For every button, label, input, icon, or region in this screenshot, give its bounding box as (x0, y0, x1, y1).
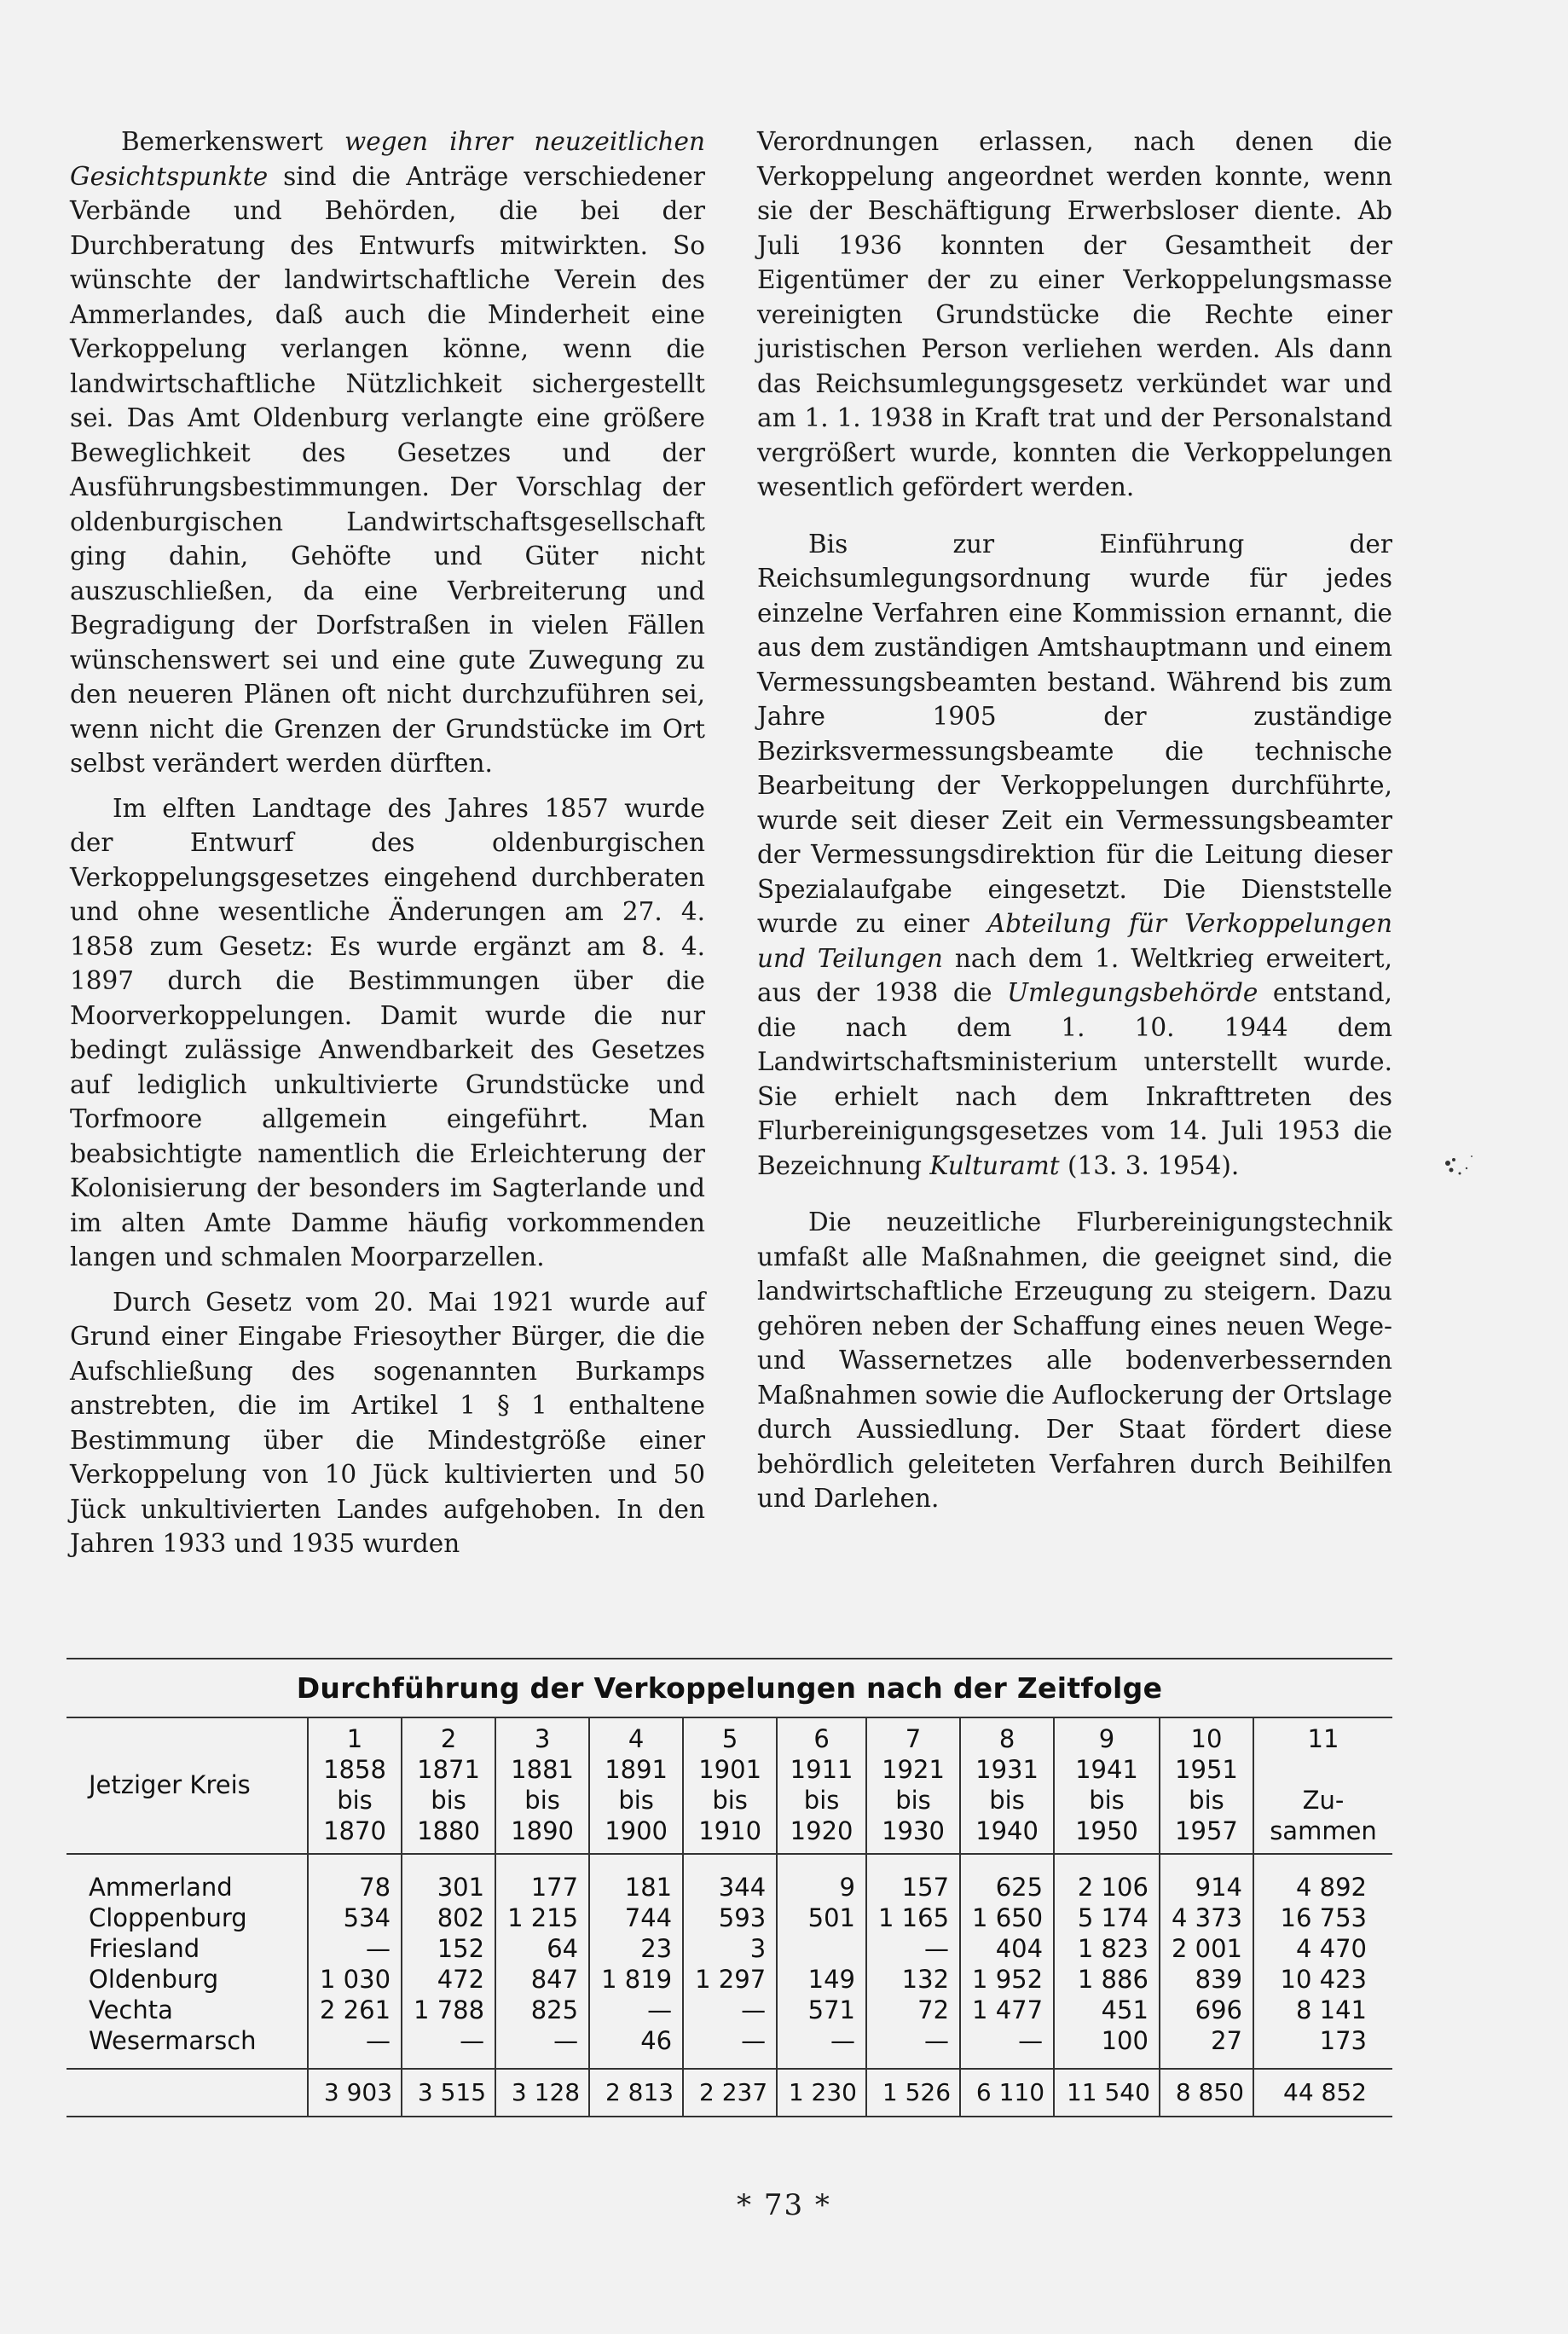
period-header (1054, 1718, 1160, 1854)
period-header-to: 1880 (417, 1816, 480, 1845)
spacer-cell (683, 1854, 777, 1872)
table-cell: 1 030 (308, 1964, 402, 1995)
period-header (866, 1718, 960, 1854)
table-cell: 1 477 (960, 1995, 1054, 2025)
spacer-cell (402, 2056, 495, 2069)
table-cell: — (866, 2025, 960, 2056)
table-cell: 2 001 (1160, 1933, 1253, 1964)
row-sum-cell: 16 753 (1253, 1903, 1392, 1933)
row-sum-cell: 173 (1253, 2025, 1392, 2056)
table-cell: — (495, 2025, 589, 2056)
table-row (67, 1933, 1392, 1964)
period-header (495, 1718, 589, 1854)
table-cell: 177 (495, 1872, 589, 1903)
table-cell: 344 (683, 1872, 777, 1903)
spacer-cell (495, 2056, 589, 2069)
totals-row (67, 2069, 1392, 2117)
period-header (1160, 1718, 1253, 1854)
period-header-to: 1950 (1075, 1816, 1138, 1845)
period-header-from: 1941 (1075, 1755, 1138, 1784)
table-cell: — (308, 1933, 402, 1964)
paragraph: Im elften Landtage des Jahres 1857 wurde der Entwurf des oldenburgischen Verkoppelungsgesetzes eingehend durchberaten und ohne wesentliche Änderungen am 27. 4. 1858 zum Gesetz: Es wurde ergänzt am 8. 4. 1897 durch die Bestimmungen über die Moorverkoppelungen. Damit wurde die nur bedingt zulässige Anwendbarkeit des Gesetzes auf lediglich unkultivierte Grundstücke und Torfmoore allgemein eingeführt. Man beabsichtigte namentlich die Erleichterung der Kolonisierung der besonders im Sagterlande und im alten Amte Damme häufig vorkommenden langen und schmalen Moorparzellen. (70, 793, 705, 1271)
text-run: nach dem 1. Weltkrieg erweitert, aus der 1938 die (757, 943, 1392, 1007)
table-body (67, 1854, 1392, 2117)
spacer-cell (67, 1854, 308, 1872)
period-header (960, 1718, 1054, 1854)
table-cell: 1 165 (866, 1903, 960, 1933)
table-cell: 157 (866, 1872, 960, 1903)
table-cell: 152 (402, 1933, 495, 1964)
table-row (67, 1964, 1392, 1995)
table-cell: 914 (1160, 1872, 1253, 1903)
kreis-name: Ammerland (89, 1873, 233, 1902)
period-header-bis: bis (803, 1786, 840, 1815)
emphasis: Kulturamt (929, 1150, 1060, 1180)
spacer-cell (1253, 2056, 1392, 2069)
period-header-num: 1 (346, 1724, 363, 1753)
period-header-bis: bis (1089, 1786, 1125, 1815)
period-header (683, 1718, 777, 1854)
period-header-to: 1920 (790, 1816, 853, 1845)
spacer-cell (683, 2056, 777, 2069)
paragraph: Die neuzeitliche Flurbereinigungstechnik umfaßt alle Maßnahmen, die geeignet sind, die landwirtschaftliche Erzeugung zu steigern. Dazu gehören neben der Schaffung eines neuen Wege- und Wassernetzes alle bodenverbessernden Maßnahmen sowie die Auflockerung der Ortslage durch Aussiedlung. Der Staat fördert diese behördlich geleiteten Verfahren durch Beihilfen und Darlehen. (757, 1208, 1392, 1513)
table-cell: 1 788 (402, 1995, 495, 2025)
period-header-from: 1858 (323, 1755, 386, 1784)
spacer-cell (866, 2056, 960, 2069)
text-run: Bemerkenswert (121, 127, 344, 156)
table-title: Durchführung der Verkoppelungen nach der Zeitfolge (67, 1658, 1392, 1718)
table-cell: 802 (402, 1903, 495, 1933)
table-cell: 534 (308, 1903, 402, 1933)
table-cell: 64 (495, 1933, 589, 1964)
total-cell: 11 540 (1054, 2069, 1160, 2117)
text-run: entstand, die nach dem 1. 10. 1944 dem Landwirtschaftsministerium unterstellt wurde. Sie erhielt nach dem Inkrafttreten des Flurbereinigungsgesetzes vom 14. Juli 1953 die Bezeichnung (757, 978, 1393, 1180)
period-header-num: 6 (813, 1724, 830, 1753)
table-cell: — (866, 1933, 960, 1964)
period-header-num: 4 (628, 1724, 645, 1753)
emphasis: wegen ihrer neuzeitlichen Gesichtspunkte (70, 127, 706, 191)
period-header-from: 1931 (975, 1755, 1039, 1784)
period-header-num: 5 (721, 1724, 738, 1753)
kreis-name: Vechta (89, 1995, 173, 2024)
text-run: Bis zur Einführung der Reichsumlegungsordnung wurde für jedes einzelne Verfahren eine Kommission ernannt, die aus dem zuständigen Amtshauptmann und einem Vermessungsbeamten bestand. Während bis zum Jahre 1905 der zuständige Bezirksvermessungsbeamte die technische Bearbeitung der Verkoppelungen durchführte, wurde seit dieser Zeit ein Vermessungsbeamter der Vermessungsdirektion für die Leitung dieser Spezialaufgabe eingesetzt. Die Dienststelle wurde zu einer (757, 529, 1392, 938)
period-header-from: 1901 (698, 1755, 762, 1784)
table-cell: 301 (402, 1872, 495, 1903)
table-cell: 696 (1160, 1995, 1253, 2025)
header-row (67, 1718, 1392, 1854)
paragraph: Durch Gesetz vom 20. Mai 1921 wurde auf Grund einer Eingabe Friesoyther Bürger, die die Aufschließung des sogenannten Burkamps anstrebten, die im Artikel 1 § 1 enthaltene Bestimmung über die Mindestgröße einer Verkoppelung von 10 Jück kultivierten und 50 Jück unkultivierten Landes aufgehoben. In den Jahren 1933 und 1935 wurden (70, 1287, 705, 1558)
row-sum-cell: 8 141 (1253, 1995, 1392, 2025)
table-cell: 593 (683, 1903, 777, 1933)
table-cell: 825 (495, 1995, 589, 2025)
table-cell: — (589, 1995, 683, 2025)
spacer-cell (1160, 1854, 1253, 1872)
total-cell: 1 230 (777, 2069, 866, 2117)
table-row (67, 1995, 1392, 2025)
period-header-to: 1940 (975, 1816, 1039, 1845)
left-text-column (70, 125, 705, 1572)
period-header-to: 1957 (1175, 1816, 1238, 1845)
row-sum-cell: 10 423 (1253, 1964, 1392, 1995)
table-cell: 132 (866, 1964, 960, 1995)
data-table (67, 1718, 1392, 2117)
period-header (777, 1718, 866, 1854)
period-header-bis: bis (524, 1786, 560, 1815)
spacer-cell (402, 1854, 495, 1872)
period-header-from: 1881 (511, 1755, 574, 1784)
table-cell: 4 373 (1160, 1903, 1253, 1933)
table-cell: 2 261 (308, 1995, 402, 2025)
total-cell: 1 526 (866, 2069, 960, 2117)
spacer-cell (67, 2056, 308, 2069)
table-cell (777, 1933, 866, 1964)
table-cell: 100 (1054, 2025, 1160, 2056)
spacer-cell (777, 1854, 866, 1872)
totals-label-cell (67, 2069, 308, 2117)
table-cell: 1 823 (1054, 1933, 1160, 1964)
text-run: (13. 3. 1954). (1059, 1150, 1240, 1180)
sum-header-num: 11 (1307, 1724, 1339, 1753)
total-cell: 2 237 (683, 2069, 777, 2117)
period-header-from: 1921 (882, 1755, 945, 1784)
spacer-row (67, 2056, 1392, 2069)
period-header-to: 1890 (511, 1816, 574, 1845)
table-cell: 404 (960, 1933, 1054, 1964)
table-cell: 1 215 (495, 1903, 589, 1933)
period-header-bis: bis (895, 1786, 931, 1815)
table-cell: 5 174 (1054, 1903, 1160, 1933)
period-header-bis: bis (1189, 1786, 1224, 1815)
spacer-cell (308, 1854, 402, 1872)
row-sum-cell: 4 470 (1253, 1933, 1392, 1964)
table-cell: — (402, 2025, 495, 2056)
period-header-from: 1871 (417, 1755, 480, 1784)
kreis-name: Friesland (89, 1934, 200, 1963)
period-header-num: 2 (440, 1724, 457, 1753)
table-cell: — (683, 2025, 777, 2056)
table-cell: 1 650 (960, 1903, 1054, 1933)
period-header-bis: bis (712, 1786, 748, 1815)
total-cell: 3 515 (402, 2069, 495, 2117)
period-header-num: 7 (905, 1724, 922, 1753)
table-cell: 744 (589, 1903, 683, 1933)
table-cell: 23 (589, 1933, 683, 1964)
total-cell: 3 128 (495, 2069, 589, 2117)
emphasis: Umlegungsbehörde (1007, 978, 1258, 1007)
grand-total-cell: 44 852 (1253, 2069, 1392, 2117)
sum-header (1253, 1718, 1392, 1854)
table-cell: — (960, 2025, 1054, 2056)
total-cell: 8 850 (1160, 2069, 1253, 2117)
table-cell: 46 (589, 2025, 683, 2056)
table-cell: 3 (683, 1933, 777, 1964)
table-cell: 9 (777, 1872, 866, 1903)
table-cell: 27 (1160, 2025, 1253, 2056)
table-cell: 451 (1054, 1995, 1160, 2025)
kreis-name: Wesermarsch (89, 2026, 257, 2055)
total-cell: 2 813 (589, 2069, 683, 2117)
table-cell: 625 (960, 1872, 1054, 1903)
table-cell: 1 886 (1054, 1964, 1160, 1995)
right-text-column (757, 125, 1392, 1526)
table-cell: 78 (308, 1872, 402, 1903)
spacer-row (67, 1854, 1392, 1872)
total-cell: 6 110 (960, 2069, 1054, 2117)
table-row (67, 1903, 1392, 1933)
table-cell: — (777, 2025, 866, 2056)
period-header-bis: bis (989, 1786, 1025, 1815)
period-header-to: 1870 (323, 1816, 386, 1845)
table-cell: 2 106 (1054, 1872, 1160, 1903)
text-run: sind die Anträge verschiedener Verbände und Behörden, die bei der Durchberatung des Entwurfs mitwirkten. So wünschte der landwirtschaftliche Verein des Ammerlandes, daß auch die Minderheit eine Verkoppelung verlangen könne, wenn die landwirtschaftliche Nützlichkeit sichergestellt sei. Das Amt Oldenburg verlangte eine größere Beweglichkeit des Gesetzes und der Ausführungsbestimmungen. Der Vorschlag der oldenburgischen Landwirtschaftsgesellschaft ging dahin, Gehöfte und Güter nicht auszuschließen, da eine Verbreiterung und Begradigung der Dorfstraßen in vielen Fällen wünschenswert sei und eine gute Zuwegung zu den neueren Plänen oft nicht durchzuführen sei, wenn nicht die Grenzen der Grundstücke im Ort selbst verändert werden dürften. (70, 161, 705, 778)
page-number: * 73 * (737, 2188, 831, 2222)
kreis-name: Cloppenburg (89, 1903, 247, 1932)
table-cell: — (308, 2025, 402, 2056)
spacer-cell (866, 1854, 960, 1872)
table-cell: 72 (866, 1995, 960, 2025)
period-header-bis: bis (337, 1786, 373, 1815)
spacer-cell (1054, 1854, 1160, 1872)
spacer-cell (495, 1854, 589, 1872)
spacer-cell (1054, 2056, 1160, 2069)
print-specks (1441, 1151, 1484, 1185)
table-cell: 181 (589, 1872, 683, 1903)
period-header-bis: bis (431, 1786, 466, 1815)
statistics-table (67, 1658, 1392, 2117)
period-header-bis: bis (618, 1786, 654, 1815)
period-header-num: 9 (1098, 1724, 1115, 1753)
paragraph (757, 527, 1392, 1184)
spacer-cell (308, 2056, 402, 2069)
sum-header-line2: sammen (1270, 1816, 1377, 1845)
kreis-name: Oldenburg (89, 1965, 219, 1994)
table-row (67, 1872, 1392, 1903)
table-cell: 571 (777, 1995, 866, 2025)
period-header (589, 1718, 683, 1854)
table-cell: 501 (777, 1903, 866, 1933)
total-cell: 3 903 (308, 2069, 402, 2117)
period-header-to: 1900 (605, 1816, 668, 1845)
period-header-num: 3 (534, 1724, 551, 1753)
period-header-from: 1951 (1175, 1755, 1238, 1784)
table-cell: 847 (495, 1964, 589, 1995)
period-header-from: 1911 (790, 1755, 853, 1784)
sum-header-line1: Zu- (1302, 1786, 1345, 1815)
period-header (402, 1718, 495, 1854)
period-header-to: 1910 (698, 1816, 762, 1845)
table-cell: — (683, 1995, 777, 2025)
table-cell: 1 819 (589, 1964, 683, 1995)
table-row (67, 2025, 1392, 2056)
period-header-to: 1930 (882, 1816, 945, 1845)
period-header-num: 8 (998, 1724, 1015, 1753)
period-header-num: 10 (1190, 1724, 1223, 1753)
kreis-header: Jetziger Kreis (89, 1770, 251, 1799)
period-header (308, 1718, 402, 1854)
spacer-cell (960, 1854, 1054, 1872)
spacer-cell (1253, 1854, 1392, 1872)
table-cell: 1 952 (960, 1964, 1054, 1995)
table-cell: 149 (777, 1964, 866, 1995)
spacer-cell (589, 2056, 683, 2069)
row-sum-cell: 4 892 (1253, 1872, 1392, 1903)
spacer-cell (960, 2056, 1054, 2069)
table-cell: 839 (1160, 1964, 1253, 1995)
table-cell: 1 297 (683, 1964, 777, 1995)
emphasis: Abteilung für Verkoppelungen und Teilungen (757, 909, 1392, 973)
spacer-cell (777, 2056, 866, 2069)
paragraph (70, 125, 705, 781)
period-header-from: 1891 (605, 1755, 668, 1784)
spacer-cell (589, 1854, 683, 1872)
spacer-cell (1160, 2056, 1253, 2069)
table-cell: 472 (402, 1964, 495, 1995)
paragraph: Verordnungen erlassen, nach denen die Verkoppelung angeordnet werden konnte, wenn sie der Beschäftigung Erwerbsloser diente. Ab Juli 1936 konnten der Gesamtheit der Eigentümer der zu einer Verkoppelungsmasse vereinigten Grundstücke die Rechte einer juristischen Person verliehen werden. Als dann das Reichsumlegungsgesetz verkündet war und am 1. 1. 1938 in Kraft trat und der Personalstand vergrößert wurde, konnten die Verkoppelungen wesentlich gefördert werden. (757, 127, 1392, 501)
